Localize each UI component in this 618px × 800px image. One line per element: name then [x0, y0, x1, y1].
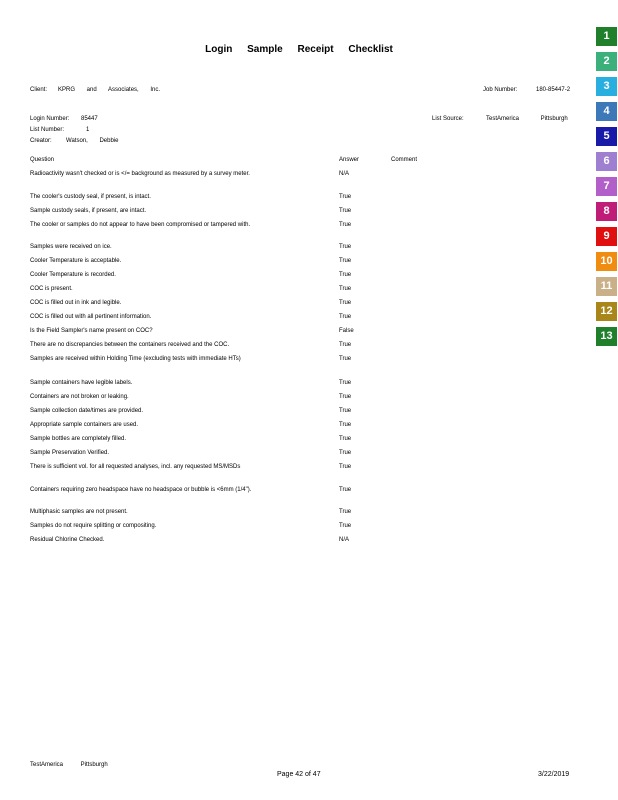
checklist-question: Sample custody seals, if present, are intact. [30, 208, 147, 214]
list-number-label: List Number: [30, 127, 65, 133]
checklist-answer: True [339, 342, 352, 348]
checklist-answer: True [339, 272, 352, 278]
checklist-answer: True [339, 487, 352, 493]
client-label: Client: [30, 87, 48, 93]
checklist-answer: True [339, 450, 352, 456]
checklist-question: Samples do not require splitting or compositing. [30, 523, 157, 529]
checklist-question: Containers are not broken or leaking. [30, 394, 129, 400]
login-number-value: 85447 [81, 116, 98, 122]
checklist-question: There are no discrepancies between the containers received and the COC. [30, 342, 230, 348]
section-tab-12[interactable]: 12 [596, 302, 617, 321]
checklist-answer: N/A [339, 171, 350, 177]
section-tab-2[interactable]: 2 [596, 52, 617, 71]
checklist-answer: True [339, 194, 352, 200]
section-tab-11[interactable]: 11 [596, 277, 617, 296]
checklist-answer: True [339, 208, 352, 214]
checklist-question: Samples were received on ice. [30, 244, 112, 250]
section-tab-10[interactable]: 10 [596, 252, 617, 271]
column-header-question: Question [30, 157, 55, 163]
checklist-question: Samples are received within Holding Time (excluding tests with immediate HTs) [30, 356, 241, 362]
section-tab-7[interactable]: 7 [596, 177, 617, 196]
checklist-answer: True [339, 394, 352, 400]
checklist-answer: True [339, 380, 352, 386]
checklist-question: Containers requiring zero headspace have no headspace or bubble is <6mm (1/4"). [30, 487, 252, 493]
checklist-answer: True [339, 314, 352, 320]
checklist-question: Is the Field Sampler's name present on COC? [30, 328, 153, 334]
checklist-question: Radioactivity wasn't checked or is </= background as measured by a survey meter. [30, 171, 250, 177]
section-tab-9[interactable]: 9 [596, 227, 617, 246]
checklist-question: Sample collection date/times are provided. [30, 408, 144, 414]
section-tab-5[interactable]: 5 [596, 127, 617, 146]
footer-page: Page 42 of 47 [277, 771, 321, 778]
footer-lab: TestAmerica Pittsburgh [30, 762, 108, 768]
section-tab-6[interactable]: 6 [596, 152, 617, 171]
checklist-question: Sample Preservation Verified. [30, 450, 110, 456]
list-source-label: List Source: [432, 116, 464, 122]
checklist-answer: N/A [339, 537, 350, 543]
list-source-value: TestAmerica Pittsburgh [486, 116, 568, 122]
checklist-answer: True [339, 300, 352, 306]
footer-date: 3/22/2019 [538, 771, 570, 778]
checklist-answer: True [339, 286, 352, 292]
checklist-answer: True [339, 244, 352, 250]
checklist-question: Appropriate sample containers are used. [30, 422, 139, 428]
checklist-question: Residual Chlorine Checked. [30, 537, 105, 543]
checklist-answer: True [339, 222, 352, 228]
column-header-answer: Answer [339, 157, 360, 163]
checklist-question: There is sufficient vol. for all requested analyses, incl. any requested MS/MSDs [30, 464, 241, 470]
checklist-question: Sample bottles are completely filled. [30, 436, 127, 442]
checklist-answer: False [339, 328, 354, 334]
job-number-value: 180-85447-2 [536, 87, 571, 93]
checklist-answer: True [339, 422, 352, 428]
checklist-answer: True [339, 436, 352, 442]
checklist-question: The cooler or samples do not appear to have been compromised or tampered with. [30, 222, 251, 228]
section-tab-4[interactable]: 4 [596, 102, 617, 121]
column-header-comment: Comment [391, 157, 418, 163]
checklist-answer: True [339, 509, 352, 515]
checklist-question: Sample containers have legible labels. [30, 380, 133, 386]
page-title: Login Sample Receipt Checklist [205, 44, 393, 55]
section-tab-13[interactable]: 13 [596, 327, 617, 346]
checklist-answer: True [339, 464, 352, 470]
checklist-question: The cooler's custody seal, if present, is intact. [30, 194, 151, 200]
checklist-question: COC is filled out with all pertinent information. [30, 314, 152, 320]
login-number-label: Login Number: [30, 116, 70, 122]
creator-label: Creator: [30, 138, 52, 144]
list-number-value: 1 [86, 127, 90, 133]
checklist-question: Cooler Temperature is recorded. [30, 272, 116, 278]
checklist-answer: True [339, 408, 352, 414]
job-number-label: Job Number: [483, 87, 518, 93]
checklist-answer: True [339, 356, 352, 362]
checklist-question: Cooler Temperature is acceptable. [30, 258, 122, 264]
checklist-answer: True [339, 523, 352, 529]
checklist-question: COC is filled out in ink and legible. [30, 300, 122, 306]
checklist-question: Multiphasic samples are not present. [30, 509, 128, 515]
section-tab-3[interactable]: 3 [596, 77, 617, 96]
section-tab-1[interactable]: 1 [596, 27, 617, 46]
checklist-question: COC is present. [30, 286, 73, 292]
section-tab-8[interactable]: 8 [596, 202, 617, 221]
client-value: KPRG and Associates, Inc. [58, 87, 161, 93]
checklist-answer: True [339, 258, 352, 264]
creator-value: Watson, Debbie [66, 138, 119, 144]
